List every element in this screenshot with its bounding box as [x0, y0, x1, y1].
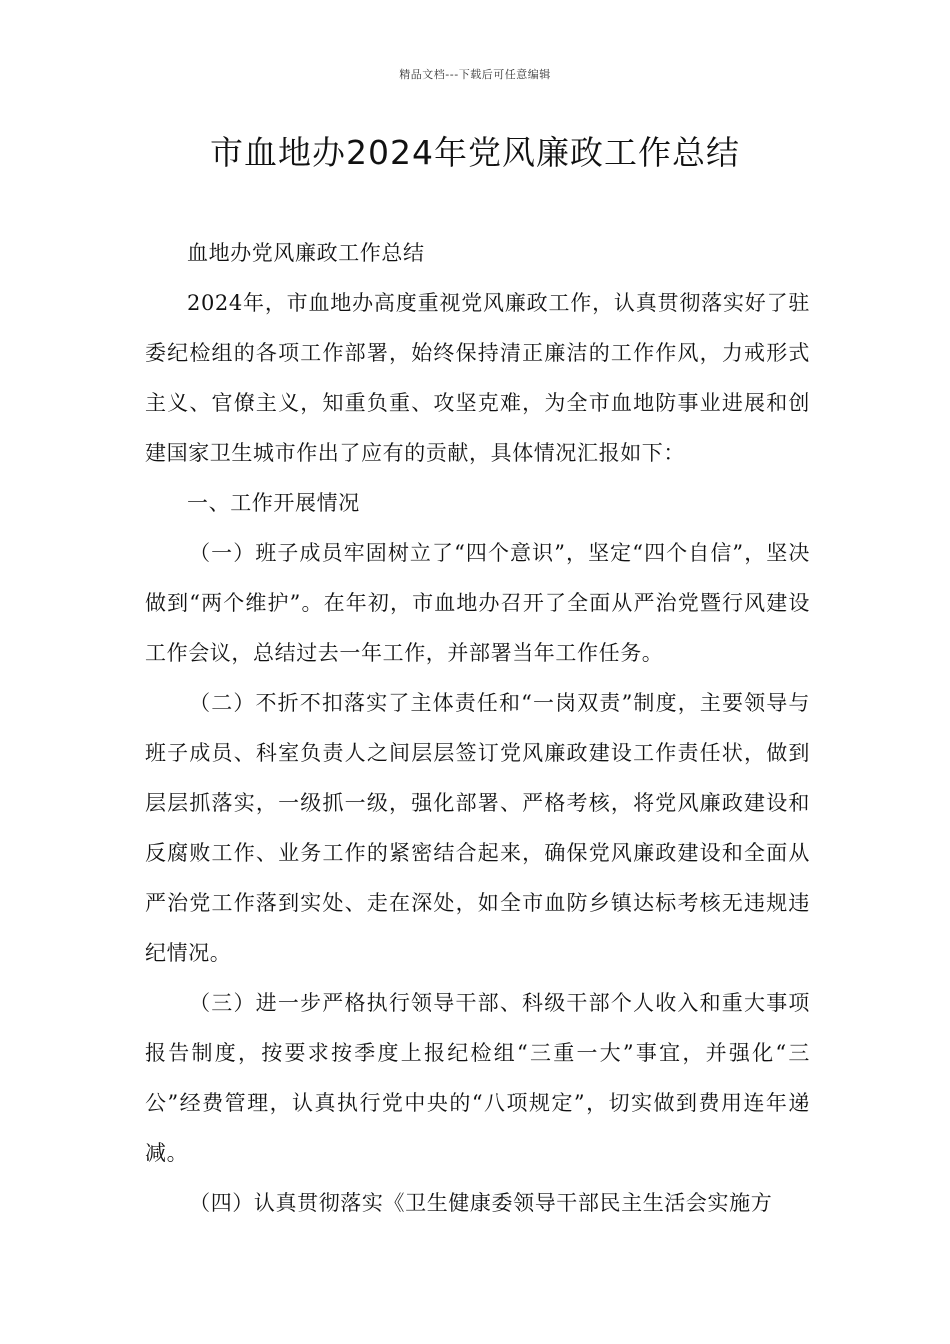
- paragraph-item-1: （一）班子成员牢固树立了“四个意识”，坚定“四个自信”，坚决做到“两个维护”。在年初，市血地办召开了全面从严治党暨行风建设工作会议，总结过去一年工作，并部署当年工作任务。: [145, 541, 810, 665]
- paragraph-item-2: （二）不折不扣落实了主体责任和“一岗双责”制度，主要领导与班子成员、科室负责人之间层层签订党风廉政建设工作责任状，做到层层抓落实，一级抓一级，强化部署、严格考核，将党风廉政建设和反腐败工作、业务工作的紧密结合起来，确保党风廉政建设和全面从严治党工作落到实处、走在深处，如全市血防乡镇达标考核无违规违纪情况。: [145, 691, 810, 965]
- paragraph-intro: 2024年，市血地办高度重视党风廉政工作，认真贯彻落实好了驻委纪检组的各项工作部署，始终保持清正廉洁的工作作风，力戒形式主义、官僚主义，知重负重、攻坚克难，为全市血地防事业进展和创建国家卫生城市作出了应有的贡献，具体情况汇报如下：: [145, 291, 810, 465]
- paragraph-subtitle: 血地办党风廉政工作总结: [187, 241, 425, 265]
- document-body: [145, 228, 810, 1228]
- header-note: 精品文档---下载后可任意编辑: [399, 68, 551, 81]
- paragraph-item-4: （四）认真贯彻落实《卫生健康委领导干部民主生活会实施方: [189, 1191, 773, 1215]
- document-title: 市血地办2024年党风廉政工作总结: [210, 133, 740, 172]
- section-heading: 一、工作开展情况: [187, 491, 360, 515]
- paragraph-item-3: （三）进一步严格执行领导干部、科级干部个人收入和重大事项报告制度，按要求按季度上报纪检组“三重一大”事宜，并强化“三公”经费管理，认真执行党中央的“八项规定”，切实做到费用连年递减。: [145, 991, 810, 1165]
